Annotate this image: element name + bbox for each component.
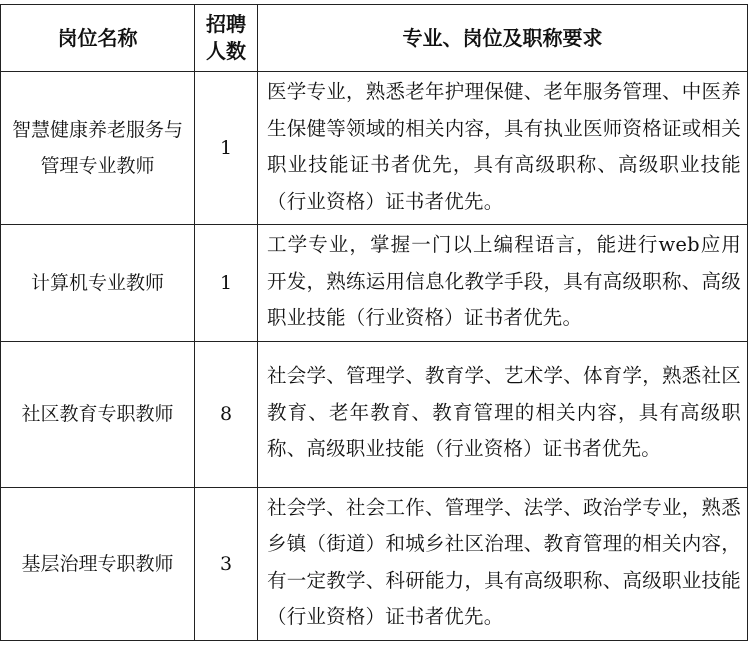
headcount-cell: 3 [195, 487, 258, 640]
header-headcount [195, 5, 258, 72]
table-row [1, 487, 748, 640]
table-row [1, 225, 748, 342]
header-headcount-line1: 招聘 [206, 12, 246, 36]
position-name-cell: 社区教育专职教师 [1, 341, 195, 487]
recruitment-table [0, 4, 748, 641]
header-requirements: 专业、岗位及职称要求 [258, 5, 748, 72]
headcount-cell: 1 [195, 72, 258, 225]
position-name-cell: 智慧健康养老服务与管理专业教师 [1, 72, 195, 225]
headcount-cell: 1 [195, 225, 258, 342]
requirements-cell: 工学专业，掌握一门以上编程语言，能进行web应用开发，熟练运用信息化教学手段，具有高级职称、高级职业技能（行业资格）证书者优先。 [258, 225, 748, 342]
header-position-name: 岗位名称 [1, 5, 195, 72]
table-row [1, 72, 748, 225]
table-row [1, 341, 748, 487]
headcount-cell: 8 [195, 341, 258, 487]
requirements-cell: 医学专业，熟悉老年护理保健、老年服务管理、中医养生保健等领域的相关内容，具有执业医师资格证或相关职业技能证书者优先，具有高级职称、高级职业技能（行业资格）证书者优先。 [258, 72, 748, 225]
header-headcount-line2: 人数 [206, 39, 246, 63]
position-name-cell: 基层治理专职教师 [1, 487, 195, 640]
requirements-cell: 社会学、管理学、教育学、艺术学、体育学，熟悉社区教育、老年教育、教育管理的相关内容，具有高级职称、高级职业技能（行业资格）证书者优先。 [258, 341, 748, 487]
requirements-cell: 社会学、社会工作、管理学、法学、政治学专业，熟悉乡镇（街道）和城乡社区治理、教育管理的相关内容，有一定教学、科研能力，具有高级职称、高级职业技能（行业资格）证书者优先。 [258, 487, 748, 640]
header-row [1, 5, 748, 72]
position-name-cell: 计算机专业教师 [1, 225, 195, 342]
